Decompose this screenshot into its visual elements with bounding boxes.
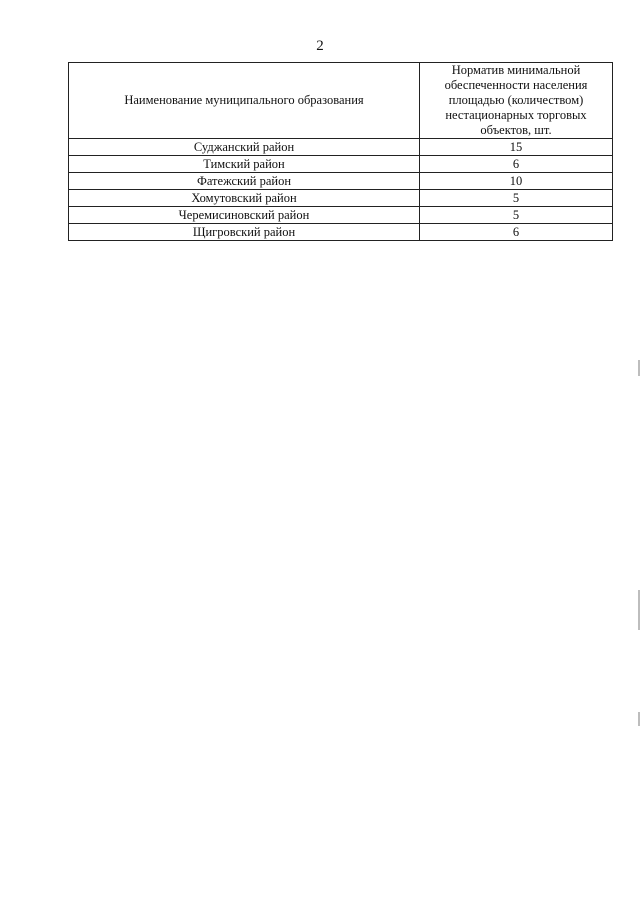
municipality-name-cell: Суджанский район (69, 139, 420, 156)
municipality-name-cell: Черемисиновский район (69, 207, 420, 224)
table-row (69, 173, 613, 190)
table-row (69, 224, 613, 241)
norm-value-cell: 5 (420, 207, 613, 224)
table-row (69, 139, 613, 156)
norms-table (68, 62, 613, 241)
table-row (69, 207, 613, 224)
municipality-name-cell: Хомутовский район (69, 190, 420, 207)
municipality-name-cell: Фатежский район (69, 173, 420, 190)
norm-value-cell: 10 (420, 173, 613, 190)
norm-value-cell: 5 (420, 190, 613, 207)
municipality-name-cell: Щигровский район (69, 224, 420, 241)
page-number: 2 (316, 38, 324, 54)
table-header-row (69, 63, 613, 139)
header-norm: Норматив минимальной обеспеченности населения площадью (количеством) нестационарных торговых объектов, шт. (420, 63, 613, 139)
header-municipality-name: Наименование муниципального образования (69, 63, 420, 139)
norm-value-cell: 6 (420, 224, 613, 241)
norm-value-cell: 15 (420, 139, 613, 156)
norm-value-cell: 6 (420, 156, 613, 173)
table-row (69, 190, 613, 207)
table-row (69, 156, 613, 173)
municipality-name-cell: Тимский район (69, 156, 420, 173)
